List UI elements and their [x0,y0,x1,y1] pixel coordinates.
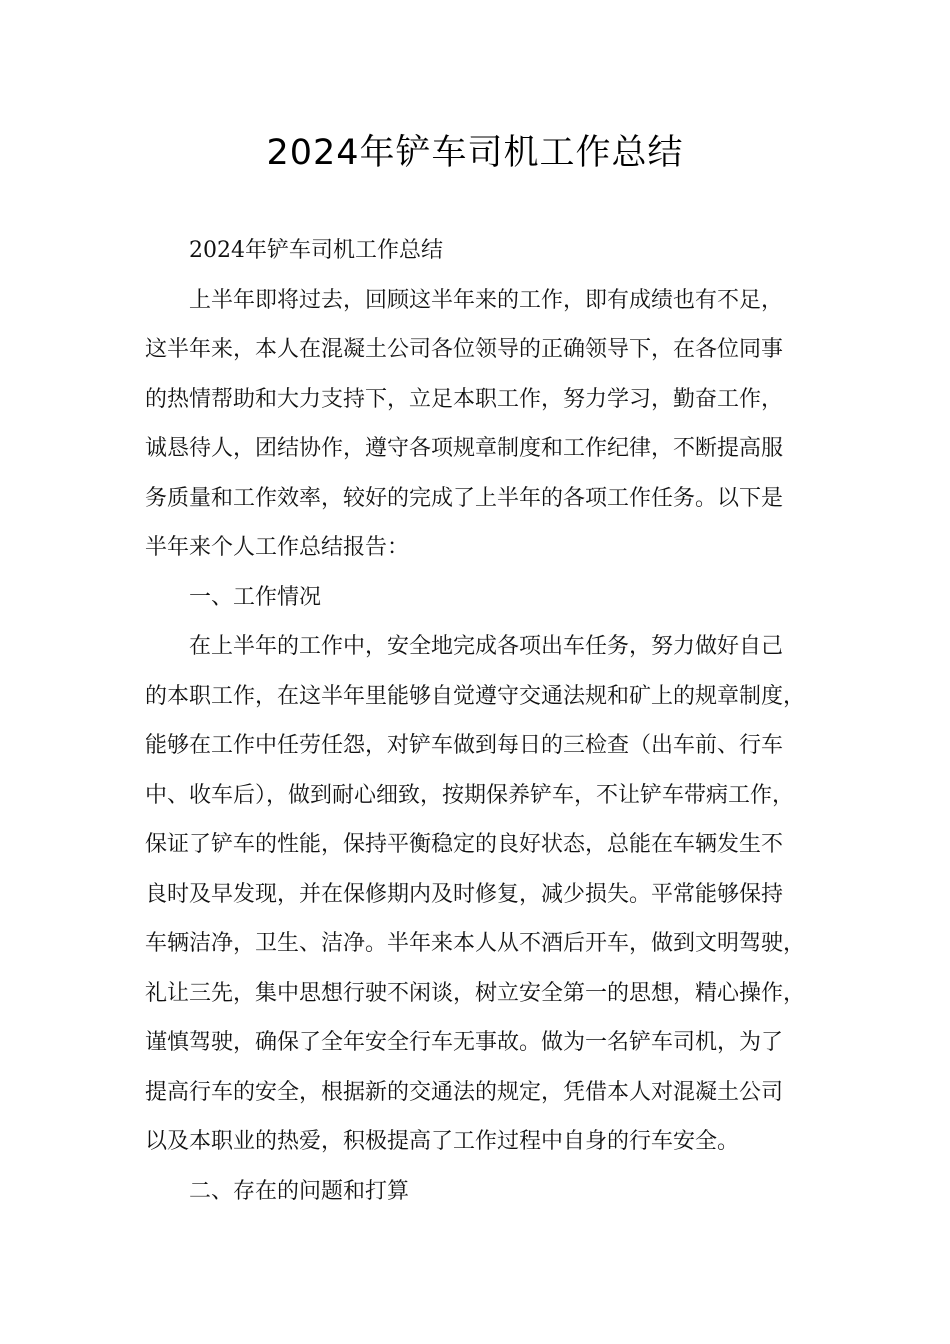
section-heading-text: 二、存在的问题和打算 [189,1178,410,1204]
subtitle-line: 2024年铲车司机工作总结 [189,238,443,263]
text-line: 这半年来，本人在混凝土公司各位领导的正确领导下，在各位同事 [145,337,784,362]
section-heading-work [145,573,835,623]
text-line: 良时及早发现，并在保修期内及时修复，减少损失。平常能够保持 [145,881,784,907]
text-line: 的本职工作，在这半年里能够自觉遵守交通法规和矿上的规章制度， [145,683,806,709]
text-line: 诚恳待人，团结协作，遵守各项规章制度和工作纪律，不断提高服 [145,436,784,461]
text-line: 在上半年的工作中，安全地完成各项出车任务，努力做好自己 [189,634,784,659]
text-line: 能够在工作中任劳任怨，对铲车做到每日的三检查（出车前、行车 [145,733,784,758]
text-line: 以及本职业的热爱，积极提高了工作过程中自身的行车安全。 [145,1129,740,1154]
text-line: 谨慎驾驶，确保了全年安全行车无事故。做为一名铲车司机，为了 [145,1030,784,1055]
work-paragraph [145,622,835,1167]
text-line: 中、收车后），做到耐心细致，按期保养铲车，不让铲车带病工作， [145,782,795,808]
intro-paragraph [145,276,835,573]
text-line: 半年来个人工作总结报告： [145,535,410,560]
text-line: 上半年即将过去，回顾这半年来的工作，即有成绩也有不足， [189,287,784,313]
text-line: 的热情帮助和大力支持下，立足本职工作，努力学习，勤奋工作， [145,386,784,412]
text-line: 礼让三先，集中思想行驶不闲谈，树立安全第一的思想，精心操作， [145,980,806,1006]
document-title: 2024年铲车司机工作总结 [266,133,684,173]
section-heading-text: 一、工作情况 [189,584,322,610]
text-line: 车辆洁净，卫生、洁净。半年来本人从不酒后开车，做到文明驾驶， [145,931,806,956]
subtitle-paragraph [145,226,835,276]
text-line: 提高行车的安全，根据新的交通法的规定，凭借本人对混凝土公司 [145,1079,784,1105]
text-line: 保证了铲车的性能，保持平衡稳定的良好状态，总能在车辆发生不 [145,832,784,857]
text-line: 务质量和工作效率，较好的完成了上半年的各项工作任务。以下是 [145,485,784,511]
document-body [145,226,835,1216]
section-heading-issues [145,1167,835,1217]
